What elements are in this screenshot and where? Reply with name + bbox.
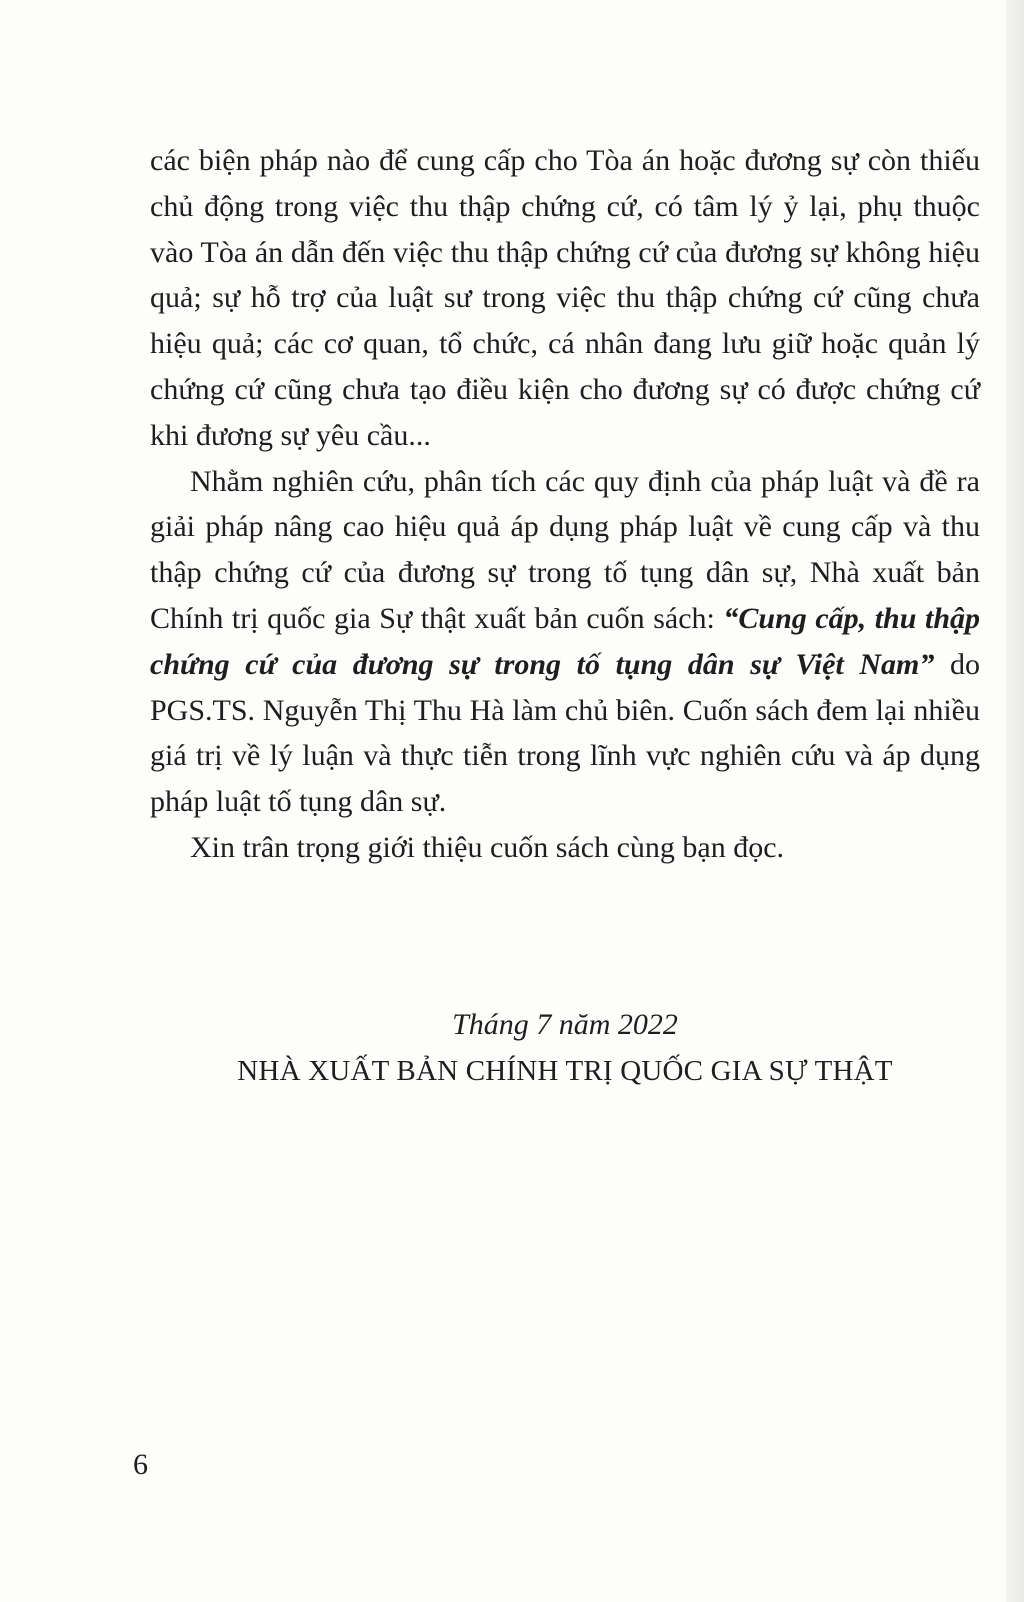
paragraph-2 — [150, 459, 980, 825]
paragraph-2-after: do PGS.TS. Nguyễn Thị Thu Hà làm chủ biên. Cuốn sách đem lại nhiều giá trị về lý luận và thực tiễn trong lĩnh vực nghiên cứu và áp dụng pháp luật tố tụng dân sự. — [150, 647, 980, 819]
date-line: Tháng 7 năm 2022 — [452, 1008, 678, 1041]
book-title: “Cung cấp, thu thập chứng cứ của đương sự trong tố tụng dân sự Việt Nam” — [150, 601, 980, 681]
publisher-signature: NHÀ XUẤT BẢN CHÍNH TRỊ QUỐC GIA SỰ THẬT — [237, 1055, 893, 1087]
paragraph-2-before: Nhằm nghiên cứu, phân tích các quy định của pháp luật và đề ra giải pháp nâng cao hiệu quả áp dụng pháp luật về cung cấp và thu thập chứng cứ của đương sự trong tố tụng dân sự, Nhà xuất bản Chính trị quốc gia Sự thật xuất bản cuốn sách: — [150, 464, 980, 635]
page-number: 6 — [133, 1448, 148, 1481]
page-edge — [1006, 0, 1024, 1602]
paragraph-3: Xin trân trọng giới thiệu cuốn sách cùng bạn đọc. — [190, 830, 785, 864]
body-text — [150, 138, 980, 871]
paragraph-1: các biện pháp nào để cung cấp cho Tòa án hoặc đương sự còn thiếu chủ động trong việc thu thập chứng cứ, có tâm lý ỷ lại, phụ thuộc vào Tòa án dẫn đến việc thu thập chứng cứ của đương sự không hiệu quả; sự hỗ trợ của luật sư trong việc thu thập chứng cứ cũng chưa hiệu quả; các cơ quan, tổ chức, cá nhân đang lưu giữ hoặc quản lý chứng cứ cũng chưa tạo điều kiện cho đương sự có được chứng cứ khi đương sự yêu cầu... — [150, 144, 980, 452]
